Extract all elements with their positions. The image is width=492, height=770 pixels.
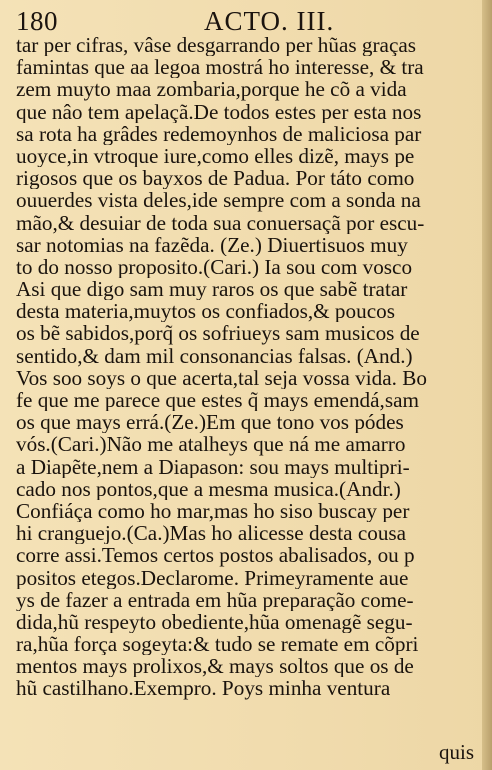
text-line: fe que me parece que estes q̃ mays emendá,sam xyxy=(16,389,419,412)
page-edge xyxy=(482,0,492,770)
text-line: sentido,& dam mil consonancias falsas. (And.) xyxy=(16,344,413,367)
text-line: Vos soo soys o que acerta,tal seja vossa vida. Bo xyxy=(16,366,427,389)
text-line: famintas que aa legoa mostrá ho interesse, & tra xyxy=(16,56,424,79)
text-line: hũ castilhano.Exempro. Poys minha ventura xyxy=(16,677,391,700)
text-line: vós.(Cari.)Não me atalheys que ná me amarro xyxy=(16,433,406,456)
text-line: a Diapẽte,nem a Diapason: sou mays multipri- xyxy=(16,455,410,478)
text-line: positos etegos.Declarome. Primeyramente aue xyxy=(16,566,409,589)
text-line: corre assi.Temos certos postos abalisados, ou p xyxy=(16,544,415,567)
text-line: ys de fazer a entrada em hũa preparação come- xyxy=(16,588,414,611)
text-line: ra,hũa força sogeyta:& tudo se remate em cõpri xyxy=(16,633,419,656)
text-line: sar notomias na fazẽda. (Ze.) Diuertisuos muy xyxy=(16,233,408,256)
page-header xyxy=(16,6,482,34)
text-line: hi cranguejo.(Ca.)Mas ho alicesse desta cousa xyxy=(16,522,407,545)
text-line: Asi que digo sam muy raros os que sabẽ tratar xyxy=(16,278,408,301)
running-head: ACTO. III. xyxy=(204,6,335,36)
text-line: mentos mays prolixos,& mays soltos que os de xyxy=(16,655,414,678)
text-line: rigosos que os bayxos de Padua. Por táto como xyxy=(16,167,415,190)
text-line: zem muyto maa zombaria,porque he cõ a vida xyxy=(16,78,407,101)
text-line: Confiáça como ho mar,mas ho siso buscay per xyxy=(16,499,410,523)
text-line: ouuerdes vista deles,ide sempre com a sonda na xyxy=(16,189,421,212)
text-line: dida,hũ respeyto obediente,hũa omenagẽ segu- xyxy=(16,610,413,634)
text-line: os bẽ sabidos,porq̃ os sofriueys sam musicos de xyxy=(16,322,420,345)
body-text xyxy=(16,34,472,700)
text-line: cado nos pontos,que a mesma musica.(Andr.) xyxy=(16,477,401,500)
page-number: 180 xyxy=(16,6,58,36)
text-line: sa rota ha grâdes redemoynhos de maliciosa par xyxy=(16,122,422,145)
text-line: uoyce,in vtroque iure,como elles dizẽ, mays pe xyxy=(16,144,415,168)
text-line: to do nosso proposito.(Cari.) Ia sou com vosco xyxy=(16,255,413,279)
text-line: que nâo tem apelaçã.De todos estes per esta nos xyxy=(16,100,422,123)
catchword: quis xyxy=(438,740,474,764)
text-line: desta materia,muytos os confiados,& poucos xyxy=(16,300,395,323)
text-line: mão,& desuiar de toda sua conuersaçã por escu- xyxy=(16,211,425,234)
text-line: os que mays errá.(Ze.)Em que tono vos pódes xyxy=(16,411,404,434)
text-line: tar per cifras, vâse desgarrando per hũas graças xyxy=(16,34,417,57)
